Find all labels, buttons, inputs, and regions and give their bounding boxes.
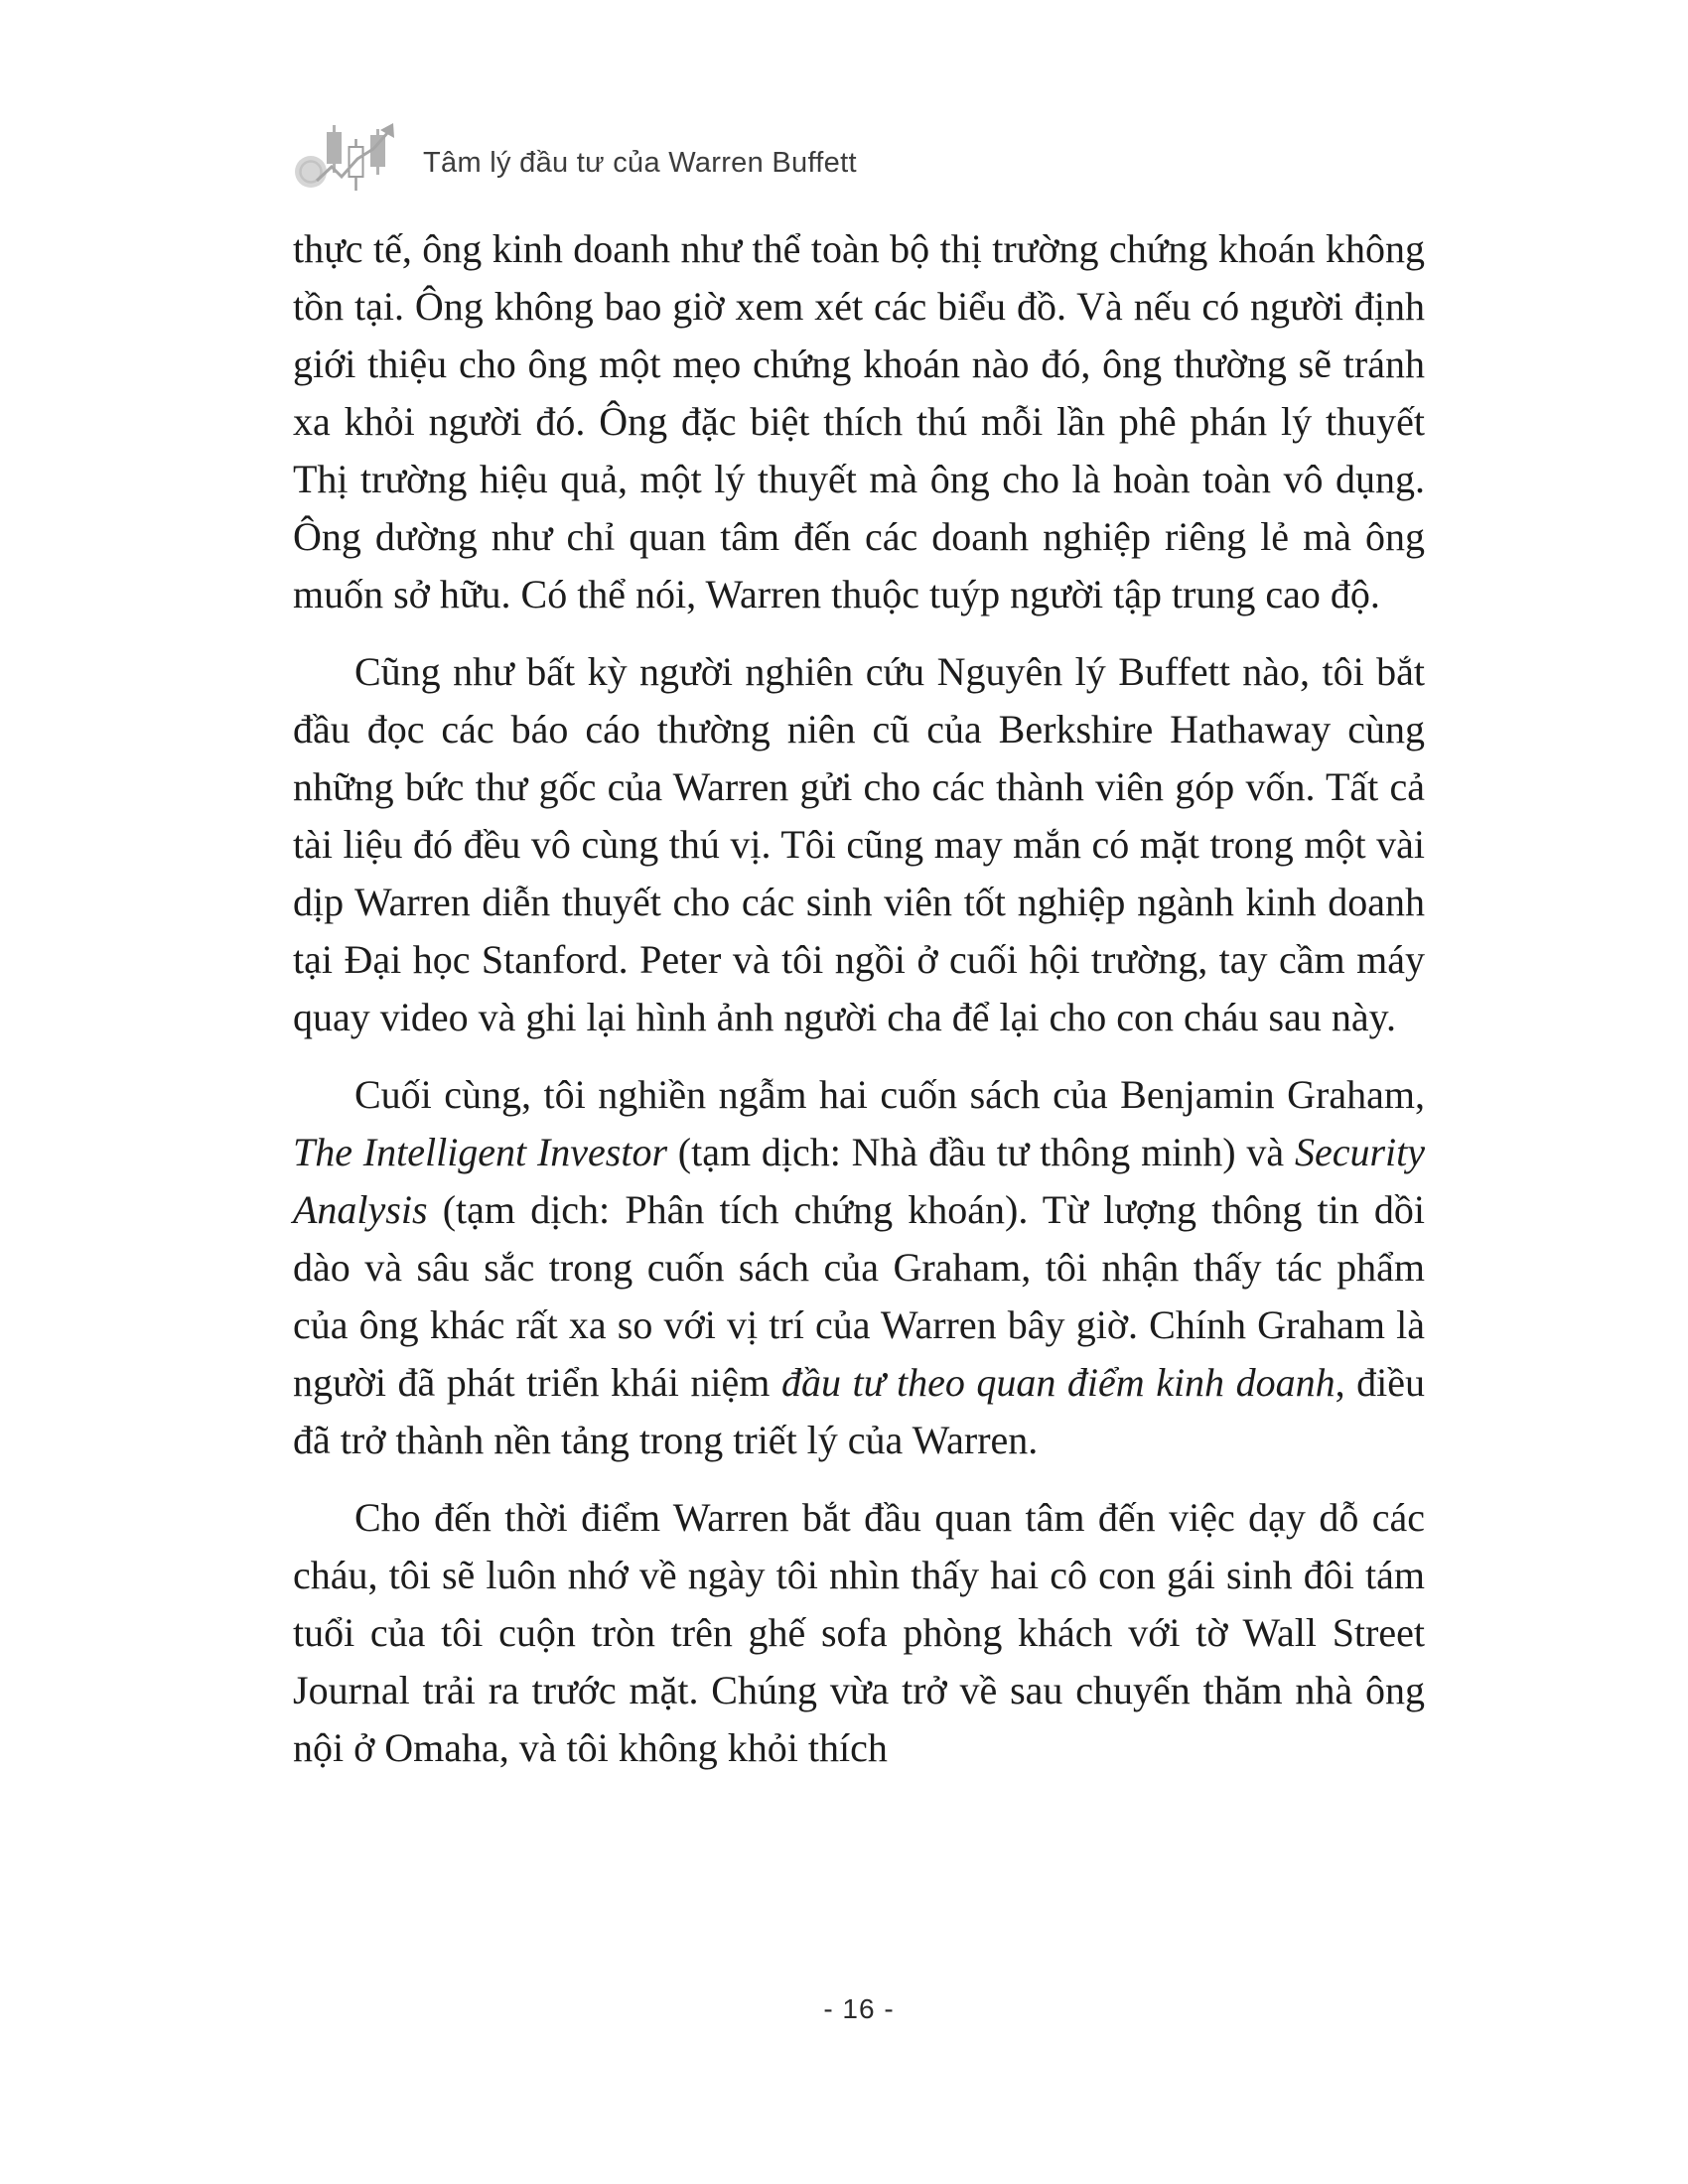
text-run: Cho đến thời điểm Warren bắt đầu quan tâm đến việc dạy dỗ các cháu, tôi sẽ luôn nhớ về ngày tôi nhìn thấy hai cô con gái sinh đôi tám tuổi của tôi cuộn tròn trên ghế sofa phòng khách với tờ Wall Street Journal trải ra trước mặt. Chúng vừa trở về sau chuyến thăm nhà ông nội ở Omaha, và tôi không khỏi thích (293, 1495, 1425, 1770)
italic-text-run: The Intelligent Investor (293, 1130, 668, 1174)
paragraph-2 (293, 643, 1425, 1046)
page-number: - 16 - (823, 1993, 895, 2024)
paragraph-1 (293, 220, 1425, 623)
italic-text-run: đầu tư theo quan điểm kinh doanh (780, 1360, 1336, 1405)
text-run: Cuối cùng, tôi nghiền ngẫm hai cuốn sách của Benjamin Graham, (354, 1072, 1425, 1117)
running-head-title: Tâm lý đầu tư của Warren Buffett (423, 146, 857, 179)
italic-text-run: Security Analysis (293, 1130, 1425, 1232)
page-header (290, 117, 857, 195)
paragraph-3 (293, 1066, 1425, 1469)
candlestick-chart-logo-icon (290, 117, 401, 195)
text-run: , điều đã trở thành nền tảng trong triết lý của Warren. (293, 1360, 1426, 1462)
body-text (293, 220, 1425, 1797)
paragraph-4 (293, 1489, 1425, 1777)
text-run: (tạm dịch: Nhà đầu tư thông minh) và (667, 1130, 1295, 1174)
text-run: (tạm dịch: Phân tích chứng khoán). Từ lượng thông tin dồi dào và sâu sắc trong cuốn sách của Graham, tôi nhận thấy tác phẩm của ông khác rất xa so với vị trí của Warren bây giờ. Chính Graham là người đã phát triển khái niệm (293, 1187, 1425, 1405)
text-run: thực tế, ông kinh doanh như thể toàn bộ thị trường chứng khoán không tồn tại. Ông không bao giờ xem xét các biểu đồ. Và nếu có người định giới thiệu cho ông một mẹo chứng khoán nào đó, ông thường sẽ tránh xa khỏi người đó. Ông đặc biệt thích thú mỗi lần phê phán lý thuyết Thị trường hiệu quả, một lý thuyết mà ông cho là hoàn toàn vô dụng. Ông dường như chỉ quan tâm đến các doanh nghiệp riêng lẻ mà ông muốn sở hữu. Có thể nói, Warren thuộc tuýp người tập trung cao độ. (293, 226, 1425, 616)
text-run: Cũng như bất kỳ người nghiên cứu Nguyên lý Buffett nào, tôi bắt đầu đọc các báo cáo thường niên cũ của Berkshire Hathaway cùng những bức thư gốc của Warren gửi cho các thành viên góp vốn. Tất cả tài liệu đó đều vô cùng thú vị. Tôi cũng may mắn có mặt trong một vài dịp Warren diễn thuyết cho các sinh viên tốt nghiệp ngành kinh doanh tại Đại học Stanford. Peter và tôi ngồi ở cuối hội trường, tay cầm máy quay video và ghi lại hình ảnh người cha để lại cho con cháu sau này. (293, 649, 1425, 1039)
